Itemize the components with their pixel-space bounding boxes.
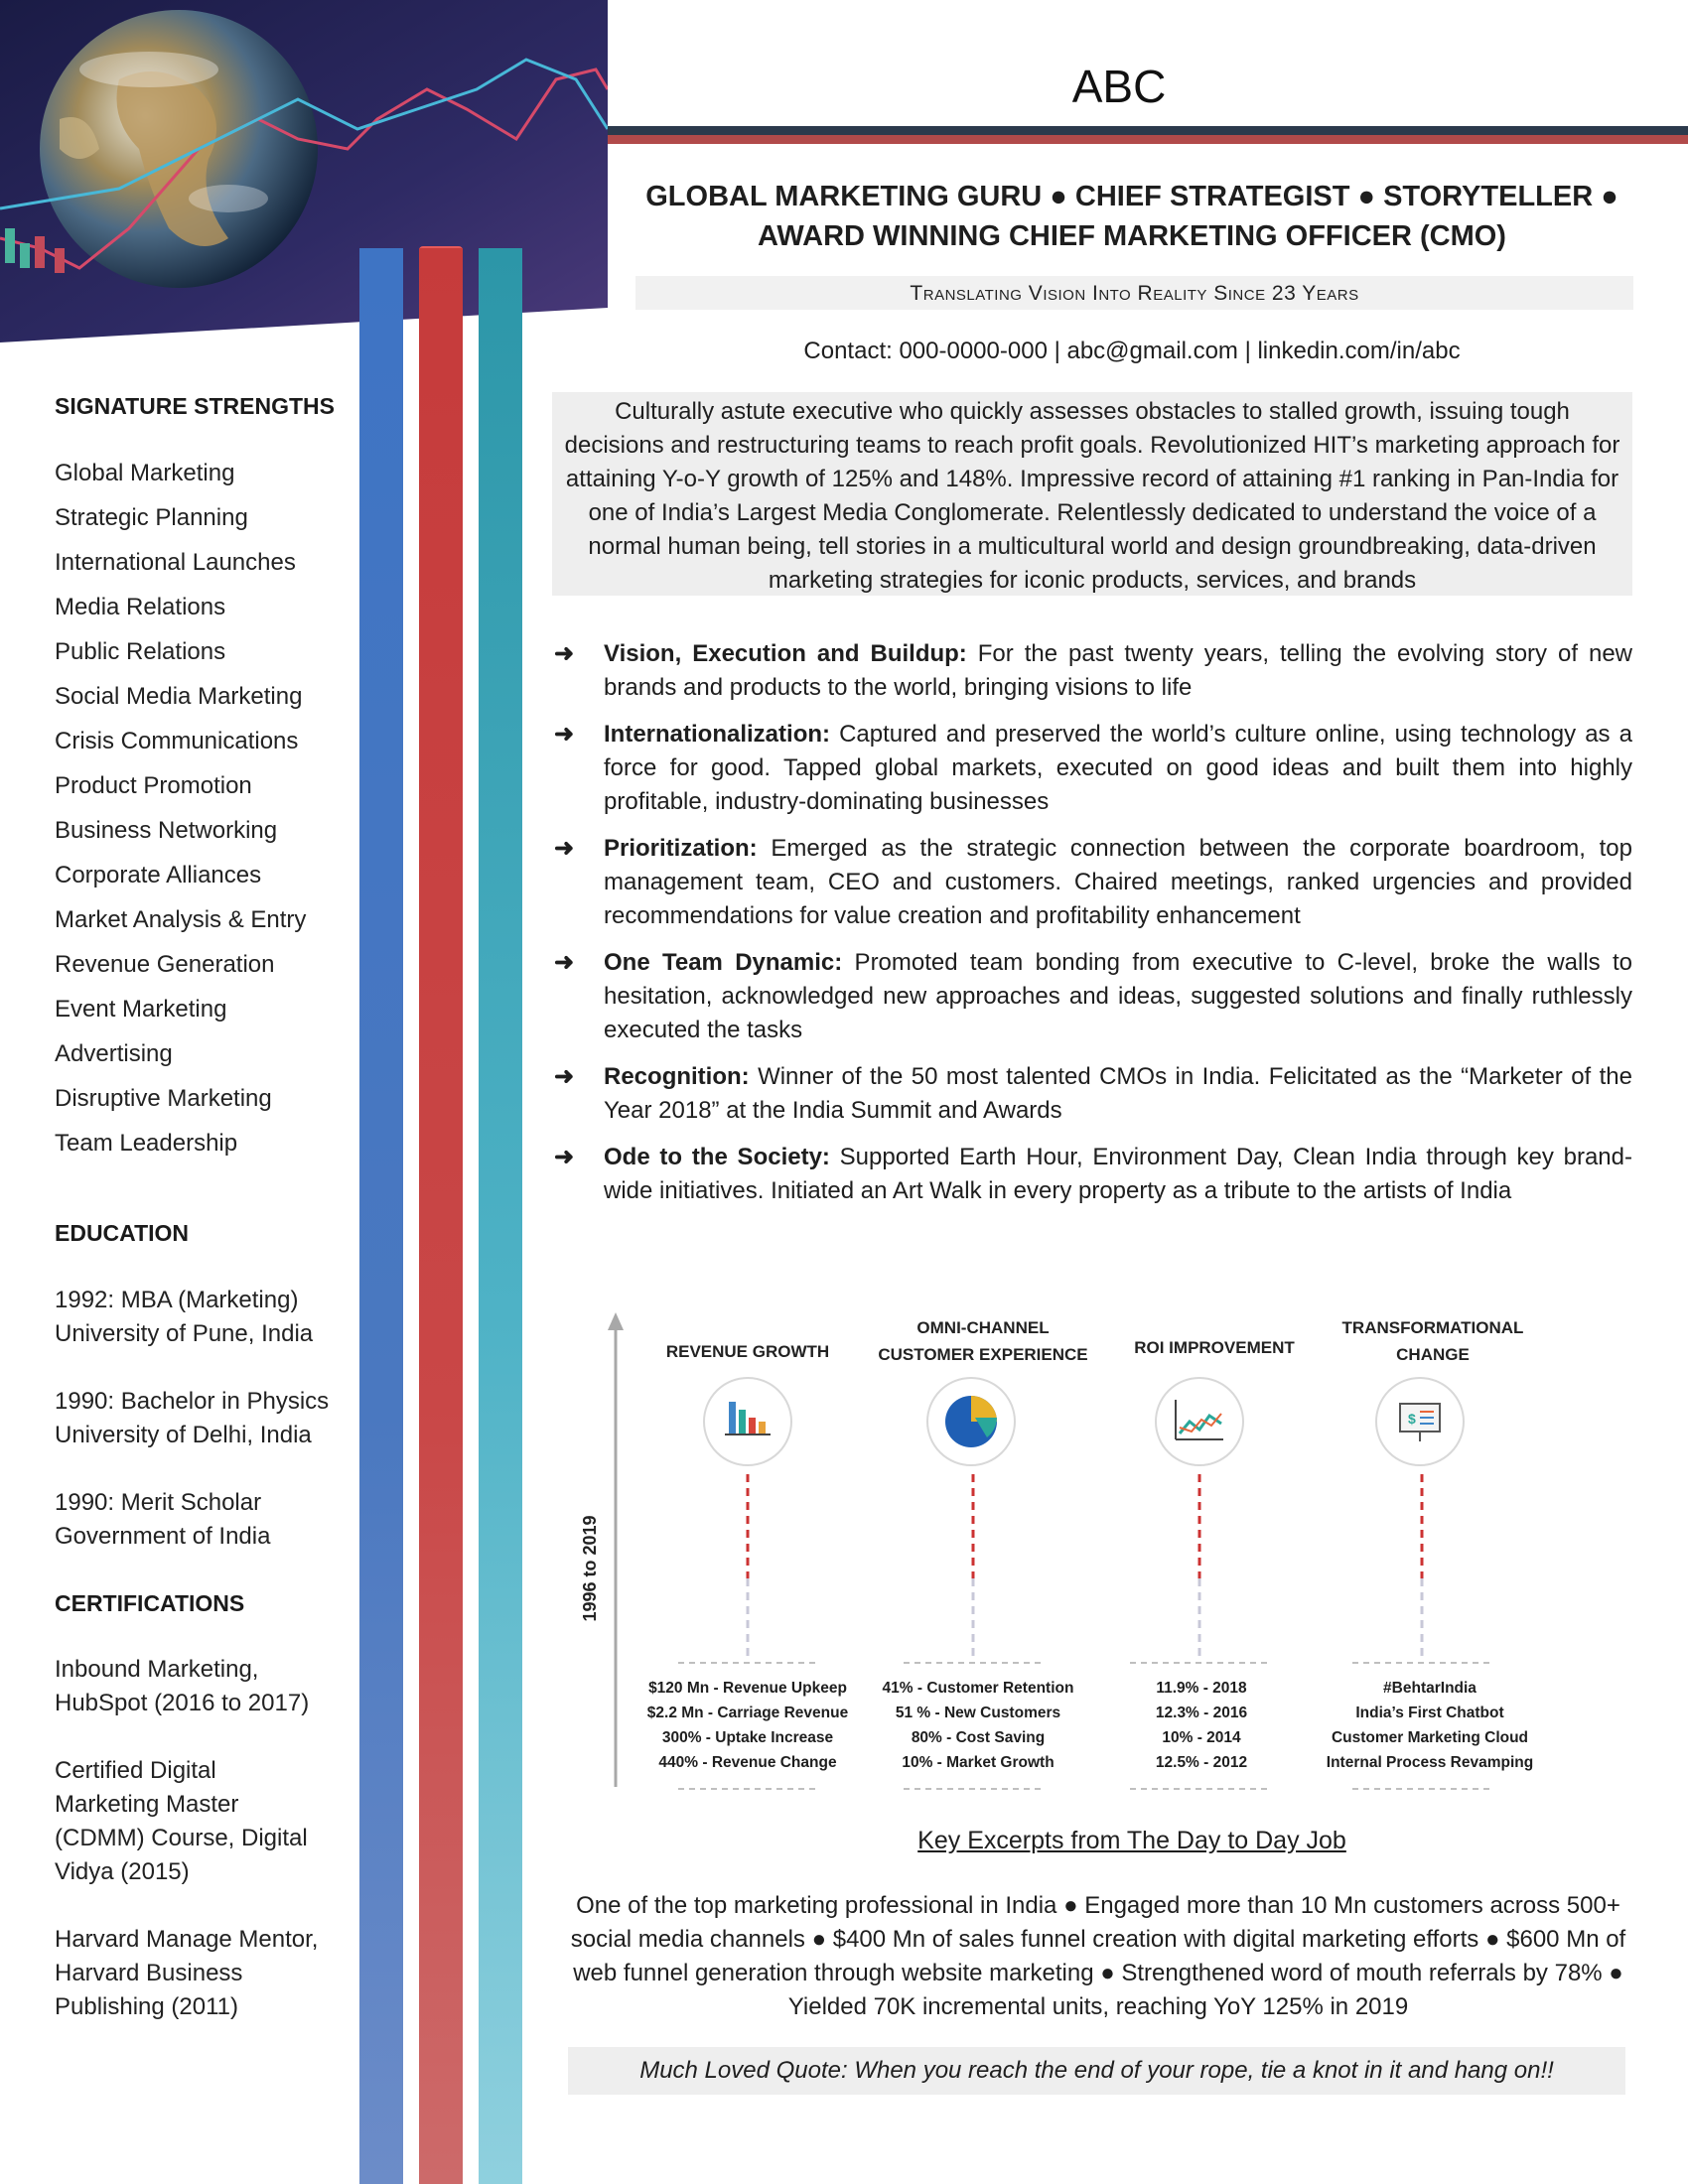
key-excerpts-heading: Key Excerpts from The Day to Day Job	[917, 1827, 1346, 1854]
globe-icon	[40, 10, 318, 288]
column-item: $2.2 Mn - Carriage Revenue	[646, 1705, 849, 1721]
arrow-right-icon: ➜	[554, 949, 575, 976]
list-item: Disruptive Marketing	[55, 1085, 272, 1112]
list-item: International Launches	[55, 549, 296, 576]
highlight-title: Internationalization:	[604, 721, 830, 748]
tagline: Translating Vision Into Reality Since 23 Years	[910, 282, 1359, 305]
education-school: University of Pune, India	[55, 1320, 314, 1347]
highlight-title: Vision, Execution and Buildup:	[604, 640, 967, 667]
career-highlights	[552, 637, 1632, 1221]
highlight-text: Winner of the 50 most talented CMOs in India. Felicitated as the “Marketer of the Year 2018” at the India Summit and Awards	[604, 1063, 1632, 1124]
strengths-list	[55, 457, 352, 1171]
column-item: 10% - 2014	[1162, 1729, 1241, 1746]
education-entry	[55, 1284, 382, 1351]
column-title: CUSTOMER EXPERIENCE	[878, 1345, 1088, 1364]
list-item: Social Media Marketing	[55, 683, 303, 710]
education-degree: 1990: Merit Scholar	[55, 1489, 262, 1516]
svg-text:$: $	[1408, 1411, 1416, 1427]
column-item: Internal Process Revamping	[1326, 1754, 1534, 1771]
key-achievements: One of the top marketing professional in India ● Engaged more than 10 Mn customers across 500+ social media channels ● $400 Mn of sales funnel creation with digital marketing efforts ● $600 Mn of web funnel generation through website marketing ● Strengthened word of mouth referrals by 78% ● Yielded 70K incremental units, reaching YoY 125% in 2019	[570, 1892, 1626, 2020]
column-item: #BehtarIndia	[1383, 1680, 1477, 1697]
headline-line-1: GLOBAL MARKETING GURU ● CHIEF STRATEGIST ● STORYTELLER ●	[645, 181, 1618, 212]
list-item: Public Relations	[55, 638, 226, 665]
decorative-stripe-red	[419, 248, 463, 2184]
column-item: 300% - Uptake Increase	[661, 1729, 834, 1746]
column-item: 12.5% - 2012	[1155, 1754, 1248, 1771]
highlight-title: Prioritization:	[604, 835, 758, 862]
certification-line: (CDMM) Course, Digital	[55, 1825, 308, 1851]
column-item: $120 Mn - Revenue Upkeep	[648, 1680, 847, 1697]
arrow-right-icon: ➜	[554, 835, 575, 862]
pie-chart-icon	[945, 1396, 997, 1447]
certification-line: Harvard Business	[55, 1960, 243, 1986]
list-item: Product Promotion	[55, 772, 252, 799]
education-degree: 1990: Bachelor in Physics	[55, 1388, 330, 1415]
column-item: 11.9% - 2018	[1156, 1680, 1247, 1697]
education-school: University of Delhi, India	[55, 1422, 312, 1448]
certification-line: HubSpot (2016 to 2017)	[55, 1690, 310, 1716]
highlight-text: Supported Earth Hour, Environment Day, Clean India through key brand-wide initiatives. Initiated an Art Walk in every property as a tribute to the artists of India	[604, 1144, 1632, 1204]
highlight-item	[552, 1141, 1632, 1208]
certification-line: Harvard Manage Mentor,	[55, 1926, 319, 1953]
column-item: India’s First Chatbot	[1355, 1705, 1504, 1721]
column-item: 12.3% - 2016	[1155, 1705, 1248, 1721]
column-item: 80% - Cost Saving	[911, 1729, 1046, 1746]
column-item: 440% - Revenue Change	[658, 1754, 837, 1771]
list-item: Event Marketing	[55, 996, 227, 1023]
certification-line: Inbound Marketing,	[55, 1656, 259, 1683]
decorative-stripe-teal	[479, 248, 522, 2184]
highlight-item	[552, 946, 1632, 1047]
highlight-text: Captured and preserved the world’s culture online, using technology as a force for good. Tapped global markets, executed on good ideas and built them into highly profitable, industry-dominating businesses	[604, 721, 1632, 815]
highlight-item	[552, 1060, 1632, 1128]
education-school: Government of India	[55, 1523, 271, 1550]
education-degree: 1992: MBA (Marketing)	[55, 1287, 299, 1313]
certification-line: Vidya (2015)	[55, 1858, 190, 1885]
list-item: Media Relations	[55, 594, 226, 620]
favorite-quote: Much Loved Quote: When you reach the end of your rope, tie a knot in it and hang on!!	[639, 2057, 1554, 2084]
arrow-right-icon: ➜	[554, 640, 575, 667]
certification-entry	[55, 1754, 382, 1889]
list-item: Corporate Alliances	[55, 862, 262, 888]
list-item: Crisis Communications	[55, 728, 299, 754]
column-item: 51 % - New Customers	[895, 1705, 1061, 1721]
arrow-right-icon: ➜	[554, 1144, 575, 1170]
column-item: Customer Marketing Cloud	[1331, 1729, 1529, 1746]
certification-entry	[55, 1653, 382, 1720]
strengths-heading: SIGNATURE STRENGTHS	[55, 393, 335, 419]
list-item: Revenue Generation	[55, 951, 275, 978]
axis-arrow-icon	[608, 1312, 624, 1330]
achievements-infographic	[556, 1310, 1648, 1807]
headline-line-2: AWARD WINNING CHIEF MARKETING OFFICER (CMO)	[758, 220, 1506, 252]
column-title: TRANSFORMATIONAL	[1341, 1318, 1524, 1337]
certification-line: Marketing Master	[55, 1791, 239, 1818]
header-rule-dark	[608, 126, 1688, 135]
education-heading: EDUCATION	[55, 1220, 190, 1246]
highlight-item	[552, 718, 1632, 819]
highlight-title: One Team Dynamic:	[604, 949, 843, 976]
education-entry	[55, 1385, 382, 1452]
timeline-column-omnichannel	[878, 1318, 1087, 1789]
highlight-title: Recognition:	[604, 1063, 750, 1090]
certification-line: Certified Digital	[55, 1757, 216, 1784]
highlight-text: For the past twenty years, telling the evolving story of new brands and products to the world, bringing visions to life	[604, 640, 1632, 701]
timeline-column-transformation	[1327, 1318, 1533, 1789]
arrow-right-icon: ➜	[554, 721, 575, 748]
list-item: Team Leadership	[55, 1130, 238, 1157]
list-item: Market Analysis & Entry	[55, 906, 307, 933]
column-item: 41% - Customer Retention	[882, 1680, 1074, 1697]
highlight-item	[552, 637, 1632, 705]
headline	[616, 177, 1648, 256]
certification-entry	[55, 1923, 382, 2024]
axis-label: 1996 to 2019	[580, 1515, 600, 1622]
column-title: REVENUE GROWTH	[665, 1342, 830, 1361]
contact-line: Contact: 000-0000-000 | abc@gmail.com | linkedin.com/in/abc	[803, 338, 1461, 364]
list-item: Global Marketing	[55, 460, 235, 486]
list-item: Business Networking	[55, 817, 278, 844]
arrow-right-icon: ➜	[554, 1063, 575, 1090]
certification-line: Publishing (2011)	[55, 1993, 239, 2020]
education-entry	[55, 1486, 382, 1554]
column-title: OMNI-CHANNEL	[916, 1318, 1050, 1337]
timeline-column-roi	[1130, 1338, 1295, 1789]
highlight-text: Promoted team bonding from executive to C-level, broke the walls to hesitation, acknowledged new approaches and ideas, suggested solutions and finally ruthlessly executed the tasks	[604, 949, 1632, 1043]
list-item: Advertising	[55, 1040, 173, 1067]
highlight-item	[552, 832, 1632, 933]
column-title: ROI IMPROVEMENT	[1134, 1338, 1295, 1357]
timeline-column-revenue	[647, 1342, 849, 1789]
certifications-heading: CERTIFICATIONS	[55, 1590, 245, 1616]
column-title: CHANGE	[1396, 1345, 1470, 1364]
header-rule-red	[608, 135, 1688, 144]
profile-summary: Culturally astute executive who quickly assesses obstacles to stalled growth, issuing tough decisions and restructuring teams to reach profit goals. Revolutionized HIT’s marketing approach for attaining Y-o-Y growth of 125% and 148%. Impressive record of attaining #1 ranking in Pan-India for one of India’s Largest Media Conglomerate. Relentlessly dedicated to understand the voice of a normal human being, tell stories in a multicultural world and design groundbreaking, data-driven marketing strategies for iconic products, services, and brands	[564, 398, 1620, 594]
candidate-name: ABC	[1071, 61, 1167, 112]
decorative-stripe-blue	[359, 248, 403, 2184]
highlight-title: Ode to the Society:	[604, 1144, 830, 1170]
highlight-text: Emerged as the strategic connection between the corporate boardroom, top management team, CEO and customers. Chaired meetings, ranked urgencies and provided recommendations for value creation and profitability enhancement	[604, 835, 1632, 929]
column-item: 10% - Market Growth	[902, 1754, 1055, 1771]
list-item: Strategic Planning	[55, 504, 248, 531]
